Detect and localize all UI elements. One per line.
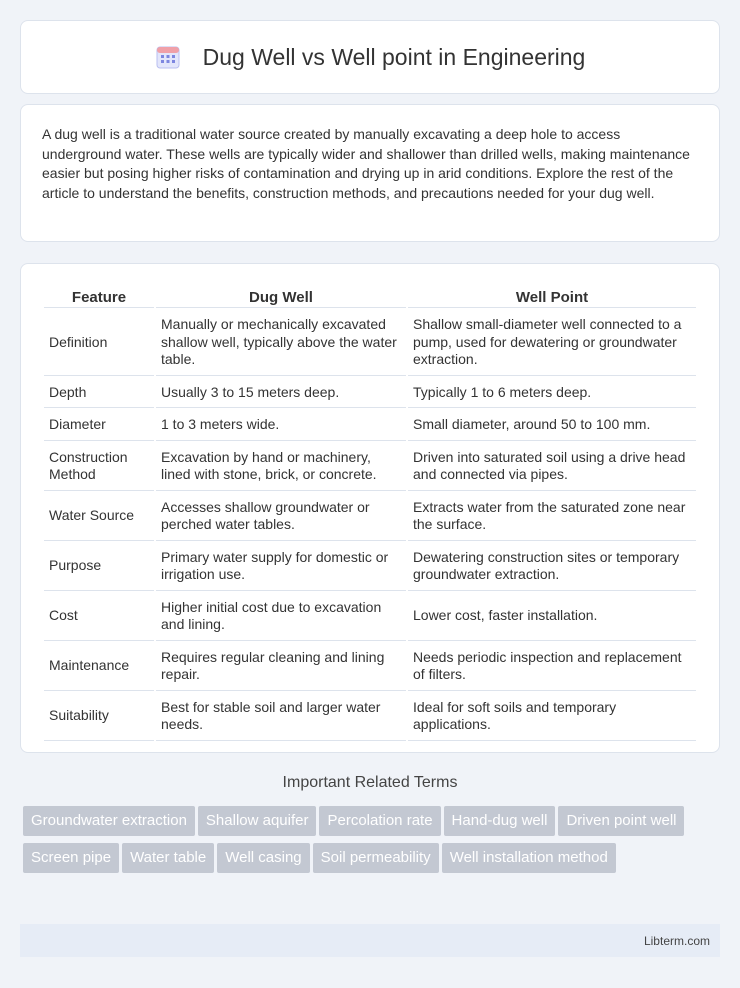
cell-well-point: Typically 1 to 6 meters deep. [408, 378, 696, 409]
related-terms-title: Important Related Terms [282, 774, 458, 791]
related-term-tag[interactable]: Well installation method [442, 843, 616, 873]
cell-feature: Purpose [44, 543, 154, 591]
related-term-tag[interactable]: Driven point well [558, 806, 684, 836]
header-dug-well: Dug Well [156, 286, 406, 308]
cell-well-point: Ideal for soft soils and temporary applications. [408, 693, 696, 741]
cell-dug-well: Manually or mechanically excavated shallow well, typically above the water table. [156, 310, 406, 376]
table-row [44, 693, 696, 741]
table-row [44, 310, 696, 376]
table-calendar-icon [155, 44, 181, 70]
table-row [44, 378, 696, 409]
cell-dug-well: Higher initial cost due to excavation and lining. [156, 593, 406, 641]
cell-dug-well: Primary water supply for domestic or irrigation use. [156, 543, 406, 591]
related-term-tag[interactable]: Shallow aquifer [198, 806, 317, 836]
cell-dug-well: Usually 3 to 15 meters deep. [156, 378, 406, 409]
table-row [44, 410, 696, 441]
related-term-tag[interactable]: Screen pipe [23, 843, 119, 873]
cell-dug-well: Excavation by hand or machinery, lined with stone, brick, or concrete. [156, 443, 406, 491]
table-row [44, 643, 696, 691]
intro-paragraph: A dug well is a traditional water source created by manually excavating a deep hole to access underground water. These wells are typically wider and shallower than drilled wells, making maintenance easier but posing higher risks of contamination and drying up in arid conditions. Explore the rest of the article to understand the benefits, construction methods, and precautions needed for your dug well. [42, 126, 690, 201]
table-row [44, 493, 696, 541]
cell-dug-well: Best for stable soil and larger water needs. [156, 693, 406, 741]
cell-well-point: Small diameter, around 50 to 100 mm. [408, 410, 696, 441]
table-row [44, 543, 696, 591]
header-well-point: Well Point [408, 286, 696, 308]
cell-feature: Diameter [44, 410, 154, 441]
related-term-tag[interactable]: Water table [122, 843, 214, 873]
cell-feature: Depth [44, 378, 154, 409]
cell-well-point: Lower cost, faster installation. [408, 593, 696, 641]
cell-well-point: Needs periodic inspection and replacement of filters. [408, 643, 696, 691]
comparison-table [42, 284, 698, 743]
cell-well-point: Shallow small-diameter well connected to a pump, used for dewatering or groundwater extraction. [408, 310, 696, 376]
cell-feature: Definition [44, 310, 154, 376]
table-header-row [44, 286, 696, 308]
title-card [20, 20, 720, 94]
page-title: Dug Well vs Well point in Engineering [202, 43, 586, 70]
intro-card [20, 104, 720, 242]
related-term-tag[interactable]: Percolation rate [319, 806, 440, 836]
cell-well-point: Driven into saturated soil using a drive head and connected via pipes. [408, 443, 696, 491]
cell-feature: Water Source [44, 493, 154, 541]
table-row [44, 443, 696, 491]
comparison-table-card [20, 263, 720, 753]
cell-dug-well: 1 to 3 meters wide. [156, 410, 406, 441]
header-feature: Feature [44, 286, 154, 308]
cell-well-point: Extracts water from the saturated zone near the surface. [408, 493, 696, 541]
cell-dug-well: Requires regular cleaning and lining repair. [156, 643, 406, 691]
cell-well-point: Dewatering construction sites or temporary groundwater extraction. [408, 543, 696, 591]
footer-site-link[interactable]: Libterm.com [643, 933, 710, 948]
related-term-tag[interactable]: Soil permeability [313, 843, 439, 873]
footer [20, 924, 720, 957]
cell-feature: Cost [44, 593, 154, 641]
related-term-tag[interactable]: Well casing [217, 843, 309, 873]
table-row [44, 593, 696, 641]
cell-feature: Construction Method [44, 443, 154, 491]
related-terms-list [23, 806, 723, 880]
cell-dug-well: Accesses shallow groundwater or perched water tables. [156, 493, 406, 541]
related-term-tag[interactable]: Groundwater extraction [23, 806, 195, 836]
cell-feature: Suitability [44, 693, 154, 741]
related-term-tag[interactable]: Hand-dug well [444, 806, 556, 836]
cell-feature: Maintenance [44, 643, 154, 691]
